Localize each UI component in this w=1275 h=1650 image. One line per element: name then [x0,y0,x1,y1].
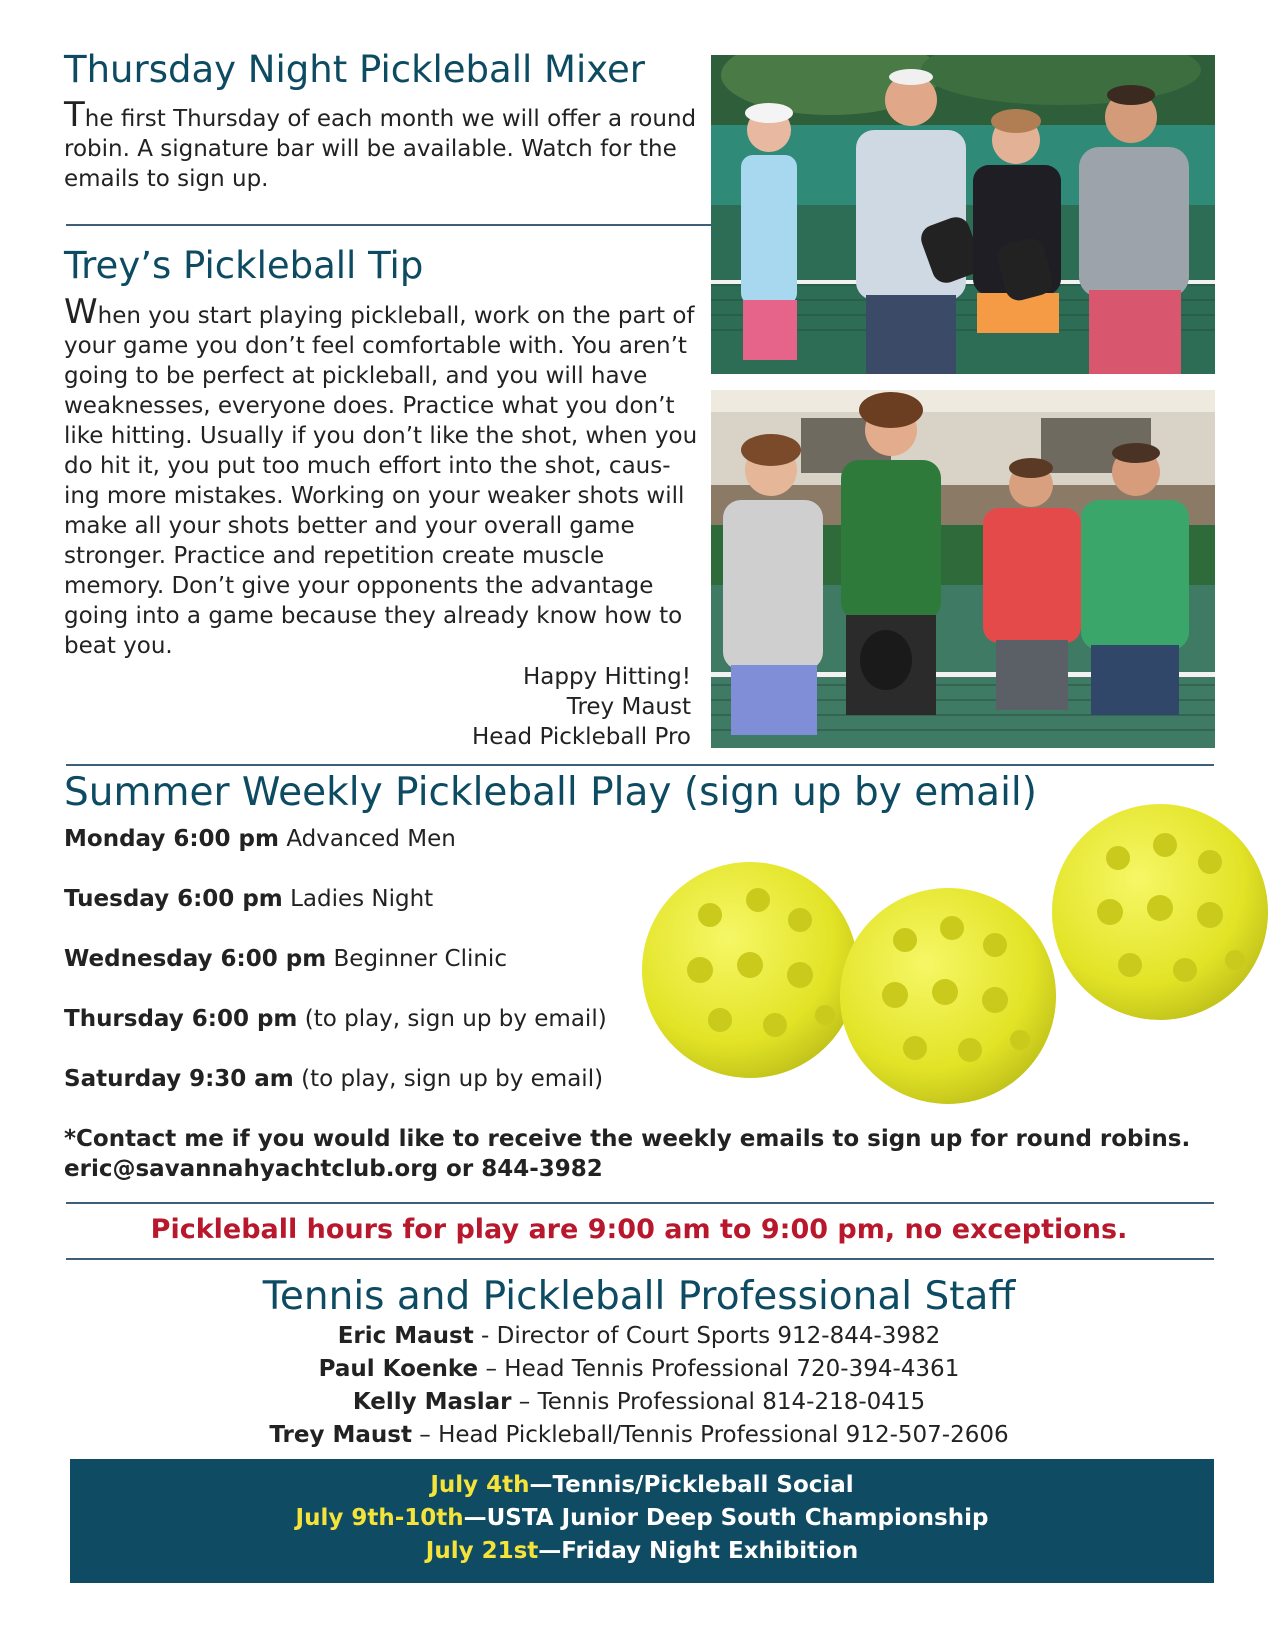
pickleballs-image [640,800,1275,1110]
schedule-desc: Ladies Night [290,886,434,912]
schedule-desc: (to play, sign up by email) [304,1006,607,1032]
staff-role: – Head Tennis Professional 720-394-4361 [478,1356,960,1382]
staff-member [64,1320,1214,1353]
event-desc: —Friday Night Exhibition [538,1538,859,1564]
schedule-day: Monday 6:00 pm [64,826,279,852]
mixer-title: Thursday Night Pickleball Mixer [64,48,645,91]
tip-dropcap: W [64,292,98,332]
staff-role: - Director of Court Sports 912-844-3982 [473,1323,941,1349]
weekly-title: Summer Weekly Pickleball Play (sign up by email) [64,770,1037,815]
divider-contact [66,1202,1214,1204]
schedule-day: Tuesday 6:00 pm [64,886,283,912]
divider-mixer [66,224,711,226]
staff-name: Trey Maust [269,1422,412,1448]
schedule-desc: Advanced Men [286,826,456,852]
staff-title: Tennis and Pickleball Professional Staff [262,1274,1016,1319]
pickleball-ball [840,888,1056,1104]
tip-title: Trey’s Pickleball Tip [64,244,424,287]
schedule-day: Wednesday 6:00 pm [64,946,327,972]
event-date: July 4th [430,1472,530,1498]
staff-role: – Head Pickleball/Tennis Professional 912-507-2606 [411,1422,1009,1448]
schedule-row [64,1004,664,1064]
event-desc: —Tennis/Pickleball Social [529,1472,854,1498]
event-row [70,1502,1214,1535]
schedule-row [64,944,664,1004]
schedule-row [64,824,664,884]
tip-body [64,292,700,661]
tip-signoff [472,662,691,752]
event-date: July 9th-10th [295,1505,464,1531]
contact-email-phone: eric@savannahyachtclub.org or 844-3982 [64,1156,603,1182]
schedule-row [64,1064,664,1124]
photo-group-adults [711,55,1215,374]
staff-name: Paul Koenke [318,1356,479,1382]
events-banner [70,1459,1214,1583]
mixer-body-text: he first Thursday of each month we will offer a round robin. A signature bar will be available. Watch for the emails to sign up. [64,106,697,192]
staff-member [64,1353,1214,1386]
event-date: July 21st [425,1538,539,1564]
schedule-desc: (to play, sign up by email) [301,1066,604,1092]
contact-note [64,1124,1224,1184]
contact-note-text: *Contact me if you would like to receive the weekly emails to sign up for round robins. [64,1126,1191,1152]
divider-hours [66,1258,1214,1260]
event-row [70,1535,1214,1568]
schedule-day: Thursday 6:00 pm [64,1006,298,1032]
event-row [70,1469,1214,1502]
photo-group-juniors [711,390,1215,748]
mixer-body [64,95,700,194]
divider-tip [66,764,1214,766]
schedule-row [64,884,664,944]
event-desc: —USTA Junior Deep South Championship [463,1505,989,1531]
weekly-schedule [64,824,664,1124]
pickleballs-illustration [640,800,1275,1110]
signoff-line: Happy Hitting! [522,664,691,690]
schedule-day: Saturday 9:30 am [64,1066,294,1092]
staff-role: – Tennis Professional 814-218-0415 [511,1389,926,1415]
photo-group-adults-image [711,55,1215,374]
staff-name: Kelly Maslar [352,1389,512,1415]
photo-group-juniors-image [711,390,1215,748]
schedule-desc: Beginner Clinic [333,946,507,972]
staff-list [64,1320,1214,1452]
hours-notice: Pickleball hours for play are 9:00 am to 9:00 pm, no exceptions. [150,1214,1128,1245]
staff-member [64,1386,1214,1419]
signoff-name: Trey Maust [566,694,691,720]
pickleball-ball [1052,804,1268,1020]
mixer-dropcap: T [64,95,85,135]
staff-name: Eric Maust [337,1323,474,1349]
tip-body-text: hen you start playing pickleball, work on the part of your game you don’t feel comfortable with. You aren’t going to be perfect at pickleball, and you will have weaknesses, everyone does. Practice what you don’t like hitting. Usually if you don’t like the shot, when you do hit it, you put too much effort into the shot, caus-ing more mistakes. Working on your weaker shots will make all your shots better and your overall game stronger. Practice and repetition create muscle memory. Don’t give your opponents the advantage going into a game because they already know how to beat you. [64,303,698,659]
signoff-title: Head Pickleball Pro [472,724,691,750]
staff-member [64,1419,1214,1452]
pickleball-ball [642,862,858,1078]
